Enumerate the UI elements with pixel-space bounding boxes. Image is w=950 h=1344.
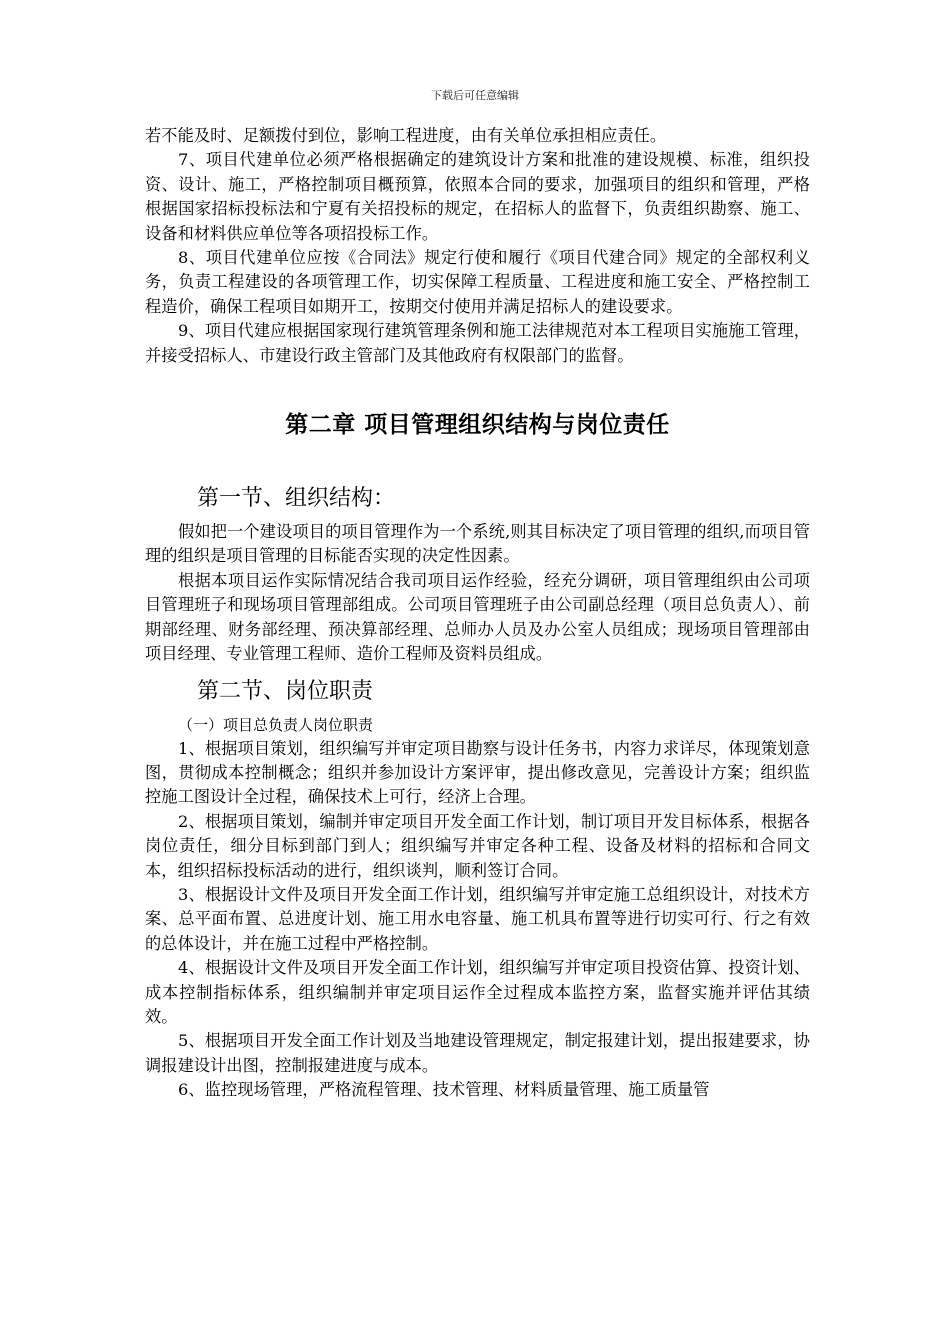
paragraph-continuation: 若不能及时、足额拨付到位，影响工程进度，由有关单位承担相应责任。 — [145, 126, 667, 145]
paragraph-org-1: 假如把一个建设项目的项目管理作为一个系统,则其目标决定了项目管理的组织,而项目管理的组织是项目管理的目标能否实现的决定性因素。 — [145, 522, 810, 566]
paragraph-org-2: 根据本项目运作实际情况结合我司项目运作经验，经充分调研，项目管理组织由公司项目管理班子和现场项目管理部组成。公司项目管理班子由公司副总经理（项目总负责人）、前期部经理、财务部经理、预决算部经理、总师办人员及办公室人员组成；现场项目管理部由项目经理、专业管理工程师、造价工程师及资料员组成。 — [145, 570, 810, 664]
document-body — [145, 124, 810, 1103]
page-header: 下载后可任意编辑 — [431, 89, 519, 102]
duty-item-4: 4、根据设计文件及项目开发全面工作计划，组织编写并审定项目投资估算、投资计划、成本控制指标体系，组织编制并审定项目运作全过程成本监控方案，监督实施并评估其绩效。 — [145, 958, 810, 1026]
duty-item-2: 2、根据项目策划，编制并审定项目开发全面工作计划，制订项目开发目标体系，根据各岗位责任，细分目标到部门到人；组织编写并审定各种工程、设备及材料的招标和合同文本，组织招标投标活动的进行，组织谈判，顺利签订合同。 — [145, 811, 810, 880]
duty-item-1: 1、根据项目策划，组织编写并审定项目勘察与设计任务书，内容力求详尽，体现策划意图，贯彻成本控制概念；组织并参加设计方案评审，提出修改意见，完善设计方案；组织监控施工图设计全过程，确保技术上可行，经济上合理。 — [145, 738, 810, 807]
paragraph-item-7: 7、项目代建单位必须严格根据确定的建筑设计方案和批准的建设规模、标准，组织投资、设计、施工，严格控制项目概预算，依照本合同的要求，加强项目的组织和管理，严格根据国家招标投标法和宁夏有关招投标的规定，在招标人的监督下，负责组织勘察、施工、设备和材料供应单位等各项招投标工作。 — [145, 150, 810, 243]
duty-item-5: 5、根据项目开发全面工作计划及当地建设管理规定，制定报建计划，提出报建要求，协调报建设计出图，控制报建进度与成本。 — [145, 1031, 810, 1075]
duty-item-3: 3、根据设计文件及项目开发全面工作计划，组织编写并审定施工总组织设计，对技术方案、总平面布置、总进度计划、施工用水电容量、施工机具布置等进行切实可行、行之有效的总体设计，并在施工过程中严格控制。 — [145, 884, 810, 953]
subsection-title: （一）项目总负责人岗位职责 — [178, 715, 374, 734]
paragraph-item-9: 9、项目代建应根据国家现行建筑管理条例和施工法律规范对本工程项目实施施工管理，并接受招标人、市建设行政主管部门及其他政府有权限部门的监督。 — [145, 321, 810, 365]
duty-item-6: 6、监控现场管理，严格流程管理、技术管理、材料质量管理、施工质量管 — [178, 1080, 710, 1100]
chapter-title: 第二章 项目管理组织结构与岗位责任 — [285, 411, 670, 439]
section-title-duties: 第二节、岗位职责 — [197, 678, 374, 704]
section-title-organization: 第一节、组织结构： — [197, 486, 396, 512]
paragraph-item-8: 8、项目代建单位应按《合同法》规定行使和履行《项目代建合同》规定的全部权利义务，负责工程建设的各项管理工作，切实保障工程质量、工程进度和施工安全、严格控制工程造价，确保工程项目如期开工，按期交付使用并满足招标人的建设要求。 — [145, 248, 810, 316]
